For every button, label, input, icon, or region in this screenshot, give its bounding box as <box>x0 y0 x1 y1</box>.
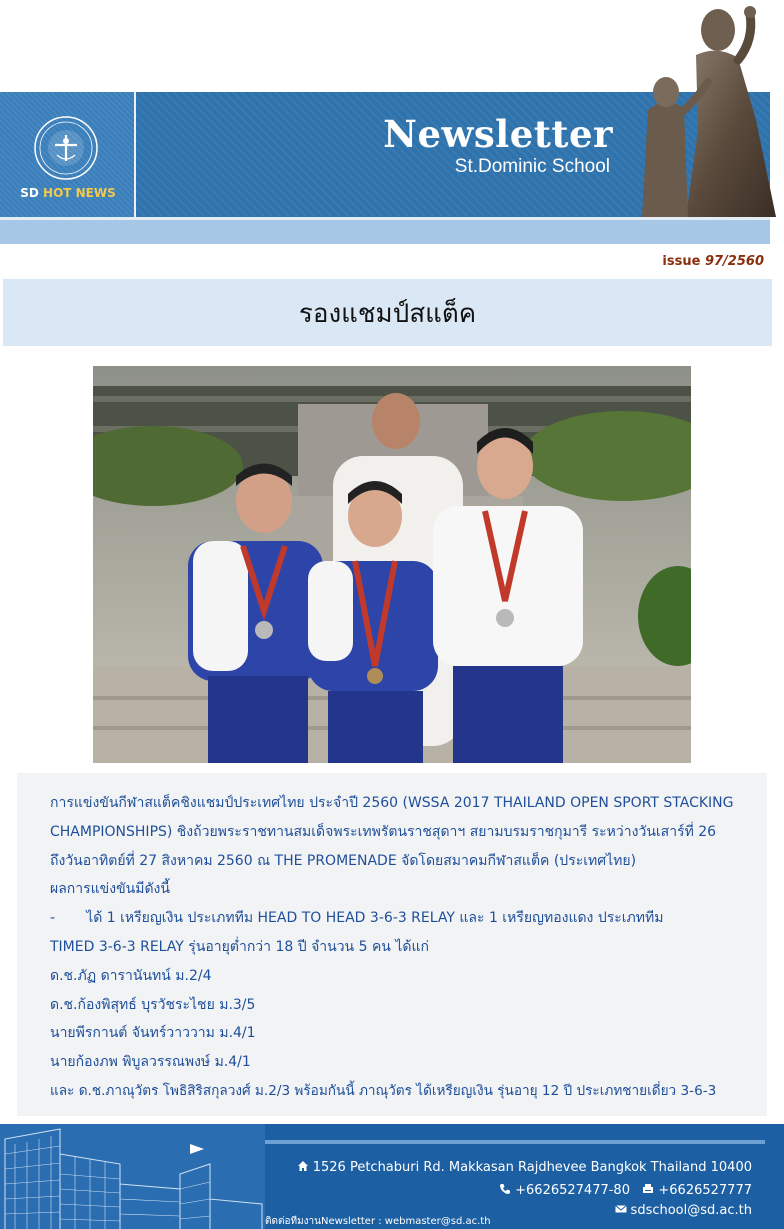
email-link[interactable]: sdschool@sd.ac.th <box>630 1203 752 1218</box>
fax-icon <box>642 1183 654 1195</box>
article-line: - ได้ 1 เหรียญเงิน ประเภททีม HEAD TO HEAD 3-6-3 RELAY และ 1 เหรียญทองแดง ประเภททีม <box>50 910 664 927</box>
school-building-illustration <box>0 1124 265 1229</box>
footer-address <box>297 1160 752 1175</box>
article-line: ผลการแข่งขันมีดังนี้ <box>50 881 170 898</box>
group-photo-image <box>93 366 691 763</box>
footer-accent-line <box>265 1140 765 1144</box>
article-line: การแข่งขันกีฬาสแต็คชิงแชมป์ประเทศไทย ประจำปี 2560 (WSSA 2017 THAILAND OPEN SPORT STACKING <box>50 795 734 811</box>
article-title: รองแชมป์สแต็ค <box>298 299 477 329</box>
phone-text[interactable]: +6626527477-80 <box>515 1183 630 1198</box>
header-sub-band <box>0 220 770 244</box>
article-line: นายก้องภพ พิบูลวรรณพงษ์ ม.4/1 <box>50 1054 251 1071</box>
mail-icon <box>615 1203 627 1215</box>
article-line: TIMED 3-6-3 RELAY รุ่นอายุต่ำกว่า 18 ปี จำนวน 5 คน ได้แก่ <box>50 938 429 955</box>
fax-text: +6626527777 <box>658 1183 752 1198</box>
statue-image <box>626 0 784 217</box>
home-icon <box>297 1160 309 1172</box>
school-seal-logo <box>33 115 99 181</box>
article-line: ด.ช.ก้องพิสุทธ์ บุรวัชระไชย ม.3/5 <box>50 996 256 1013</box>
article-line: และ ด.ช.ภาณุวัตร โพธิสิริสกุลวงศ์ ม.2/3 พร้อมกันนี้ ภาณุวัตร ได้เหรียญเงิน รุ่นอายุ 12 ปี ประเภทชายเดี่ยว 3-6-3 <box>50 1082 717 1099</box>
address-text: 1526 Petchaburi Rd. Makkasan Rajdhevee Bangkok Thailand 10400 <box>312 1160 752 1175</box>
footer-email-line <box>615 1203 752 1218</box>
article-line: นายพีรกานต์ จันทร์วาววาม ม.4/1 <box>50 1025 256 1042</box>
sd-hot-news-badge <box>0 186 136 200</box>
issue-label: issue <box>662 254 701 269</box>
article-line: ด.ช.ภัฏ ดารานันทน์ ม.2/4 <box>50 967 212 984</box>
issue-value: 97/2560 <box>704 254 764 269</box>
footer-phone-line <box>499 1183 752 1198</box>
badge-hot-news: HOT NEWS <box>43 186 116 200</box>
article-line: CHAMPIONSHIPS) ชิงถ้วยพระราชทานสมเด็จพระเทพรัตนราชสุดาฯ สยามบรมราชกุมารี ระหว่างวันเสาร์ที่ 26 <box>50 823 717 840</box>
newsletter-contact[interactable]: ติดต่อทีมงานNewsletter : webmaster@sd.ac.th <box>265 1216 491 1227</box>
badge-sd: SD <box>20 186 39 200</box>
article-body <box>50 789 762 1106</box>
issue-number <box>560 254 764 269</box>
school-name: St.Dominic School <box>454 156 610 177</box>
article-line: ถึงวันอาทิตย์ที่ 27 สิงหาคม 2560 ณ THE PROMENADE จัดโดยสมาคมกีฬาสแต็ค (ประเทศไทย) <box>50 852 637 869</box>
newsletter-title: Newsletter <box>383 112 613 156</box>
phone-icon <box>499 1183 511 1195</box>
